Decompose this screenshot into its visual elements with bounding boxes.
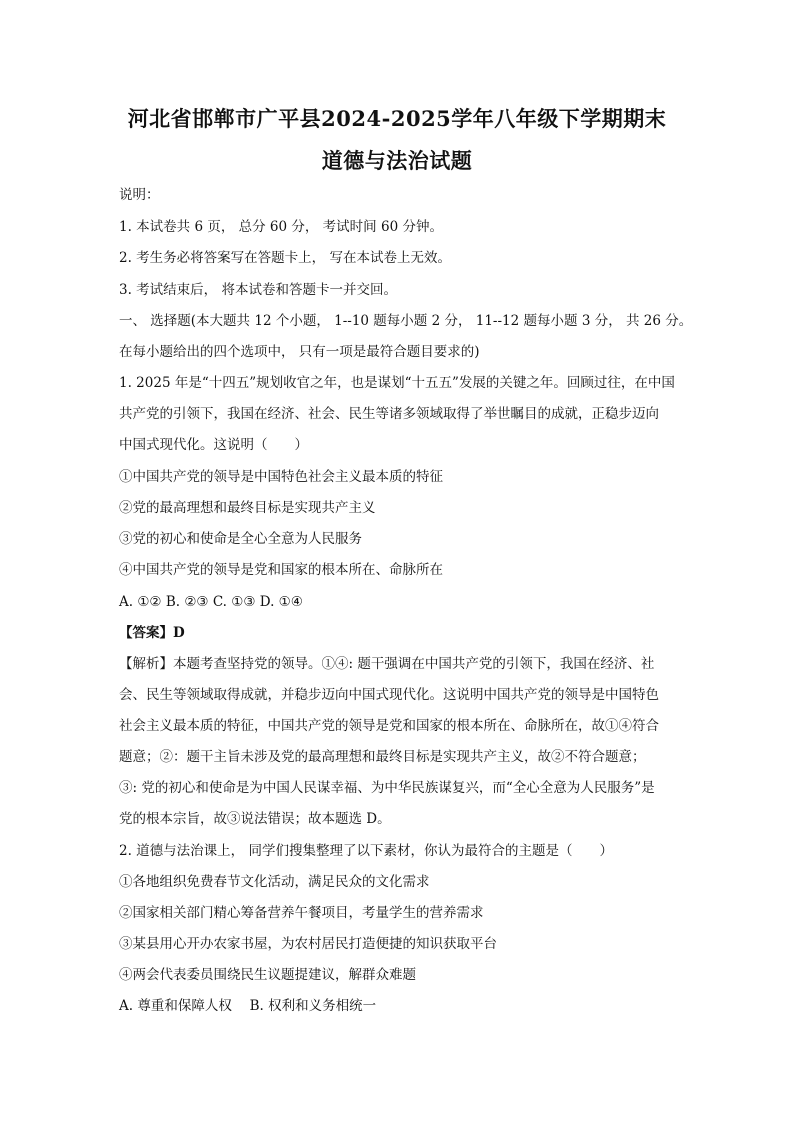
question-1-analysis: 党的根本宗旨，故③说法错误；故本题选 D。 [119, 811, 391, 827]
question-1-option: ①中国共产党的领导是中国特色社会主义最本质的特征 [119, 469, 443, 485]
question-2-stem: 2. 道德与法治课上， 同学们搜集整理了以下素材，你认为最符合的主题是（ ） [119, 843, 613, 859]
question-1-answer: 【答案】D [119, 625, 185, 641]
section-heading-cont: 在每小题给出的四个选项中， 只有一项是最符合题目要求的) [119, 344, 480, 360]
instructions-heading: 说明： [119, 187, 160, 203]
question-1-stem: 中国式现代化。这说明（ ） [119, 437, 308, 453]
question-1-analysis: 题意；②：题干主旨未涉及党的最高理想和最终目标是实现共产主义，故②不符合题意； [119, 749, 646, 765]
question-2-option: ③某县用心开办农家书屋，为农村居民打造便捷的知识获取平台 [119, 936, 497, 952]
question-2-option: ①各地组织免费春节文化活动，满足民众的文化需求 [119, 874, 430, 890]
question-1-analysis: 社会主义最本质的特征，中国共产党的领导是党和国家的根本所在、命脉所在，故①④符合 [119, 718, 659, 734]
question-1-option: ③党的初心和使命是全心全意为人民服务 [119, 531, 362, 547]
page-title: 河北省邯郸市广平县2024-2025学年八年级下学期期末 [127, 106, 667, 131]
question-1-option: ④中国共产党的领导是党和国家的根本所在、命脉所在 [119, 562, 443, 578]
question-2-choices: A. 尊重和保障人权 B. 权利和义务相统一 [119, 998, 377, 1014]
question-1-analysis: ③: 党的初心和使命是为中国人民谋幸福、为中华民族谋复兴，而“全心全意为人民服务”是 [119, 780, 655, 796]
question-1-analysis: 【解析】本题考查坚持党的领导。①④: 题干强调在中国共产党的引领下，我国在经济、社 [119, 656, 655, 672]
instruction-item: 2. 考生务必将答案写在答题卡上， 写在本试卷上无效。 [119, 250, 451, 266]
question-1-analysis: 会、民生等领域取得成就，并稳步迈向中国式现代化。这说明中国共产党的领导是中国特色 [119, 687, 659, 703]
question-1-choices: A. ①② B. ②③ C. ①③ D. ①④ [119, 594, 303, 610]
section-heading: 一、 选择题(本大题共 12 个小题， 1--10 题每小题 2 分， 11--12 题每小题 3 分， 共 26 分。 [119, 313, 693, 329]
question-1-stem: 1. 2025 年是“十四五”规划收官之年，也是谋划“十五五”发展的关键之年。回顾过往，在中国 [119, 375, 675, 391]
page-subtitle: 道德与法治试题 [321, 148, 473, 173]
instruction-item: 3. 考试结束后， 将本试卷和答题卡一并交回。 [119, 282, 397, 298]
instruction-item: 1. 本试卷共 6 页， 总分 60 分， 考试时间 60 分钟。 [119, 219, 443, 235]
question-1-stem: 共产党的引领下，我国在经济、社会、民生等诸多领域取得了举世瞩目的成就，正稳步迈向 [119, 406, 659, 422]
question-1-option: ②党的最高理想和最终目标是实现共产主义 [119, 500, 376, 516]
question-2-option: ④两会代表委员围绕民生议题提建议，解群众难题 [119, 967, 416, 983]
question-2-option: ②国家相关部门精心筹备营养午餐项目，考量学生的营养需求 [119, 905, 484, 921]
